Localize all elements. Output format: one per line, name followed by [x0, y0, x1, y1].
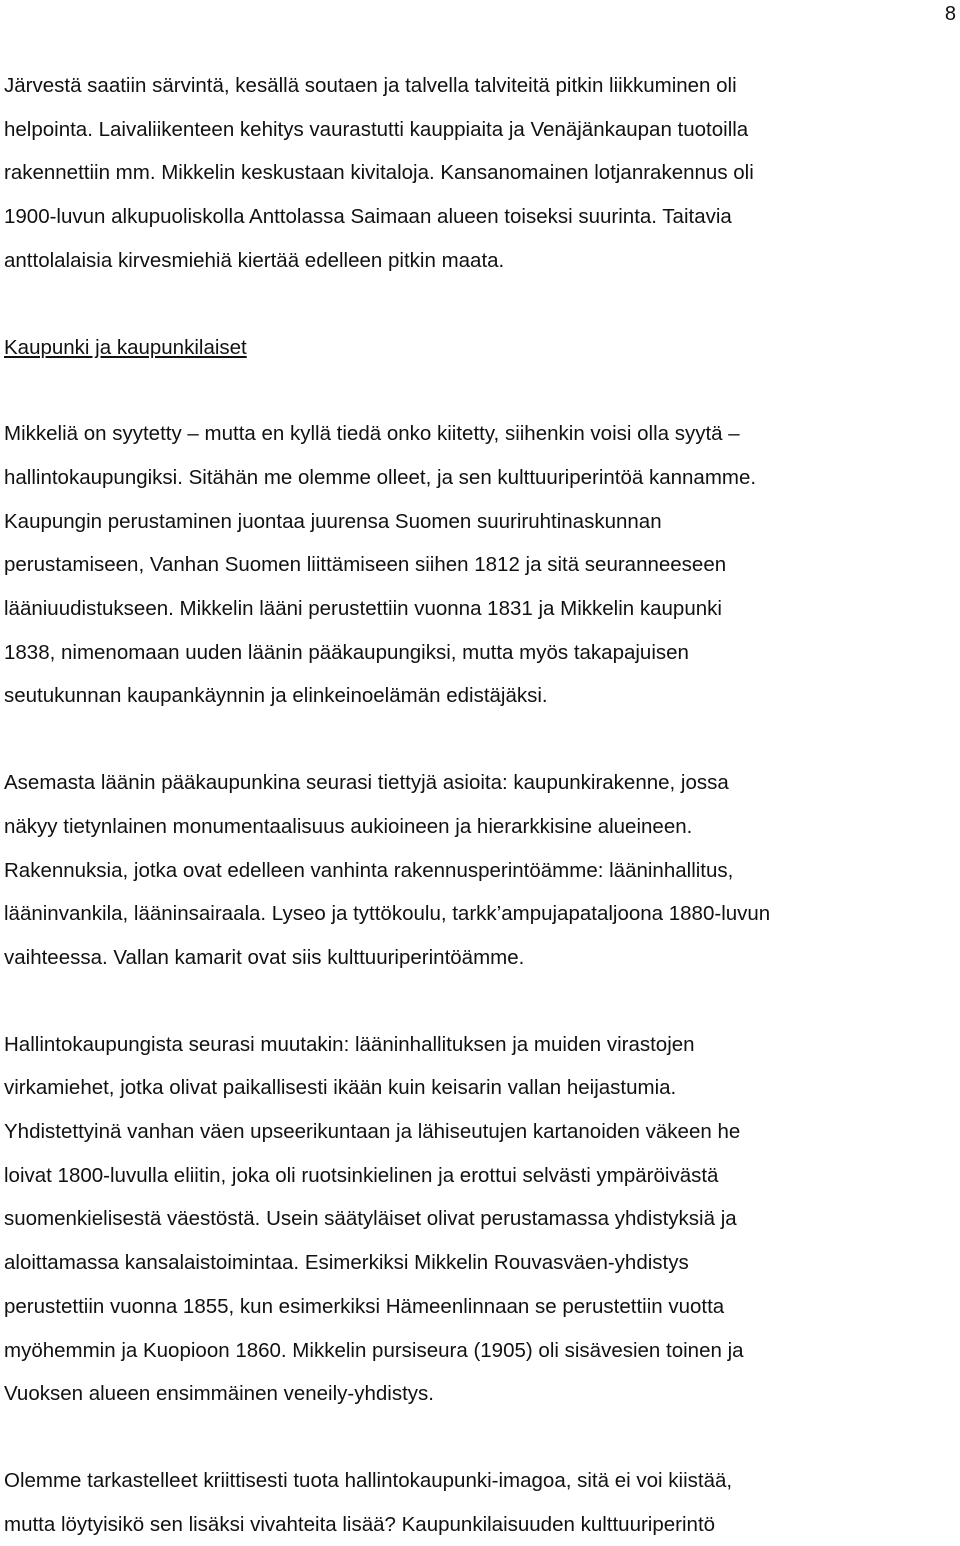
text-line: lääniuudistukseen. Mikkelin lääni perustettiin vuonna 1831 ja Mikkelin kaupunki: [4, 597, 722, 621]
page-number: 8: [944, 3, 956, 25]
text-line: Hallintokaupungista seurasi muutakin: lääninhallituksen ja muiden virastojen: [4, 1032, 695, 1056]
body-paragraph: [4, 1459, 954, 1546]
text-line: loivat 1800-luvulla eliitin, joka oli ruotsinkielinen ja erottui selvästi ympäröivästä: [4, 1163, 719, 1187]
text-line: Olemme tarkastelleet kriittisesti tuota hallintokaupunki-imagoa, sitä ei voi kiistää,: [4, 1468, 733, 1492]
intro-paragraph: [4, 64, 954, 283]
text-line: perustettiin vuonna 1855, kun esimerkiksi Hämeenlinnaan se perustettiin vuotta: [4, 1294, 725, 1318]
text-line: anttolalaisia kirvesmiehiä kiertää edelleen pitkin maata.: [4, 248, 505, 272]
body-paragraph: [4, 412, 954, 718]
text-line: myöhemmin ja Kuopioon 1860. Mikkelin pursiseura (1905) oli sisävesien toinen ja: [4, 1338, 744, 1362]
text-line: lääninvankila, lääninsairaala. Lyseo ja tyttökoulu, tarkk’ampujapataljoona 1880-luvun: [4, 902, 771, 926]
text-line: Yhdistettyinä vanhan väen upseerikuntaan ja lähiseutujen kartanoiden väkeen he: [4, 1120, 741, 1144]
text-line: virkamiehet, jotka olivat paikallisesti ikään kuin keisarin vallan heijastumia.: [4, 1076, 677, 1100]
text-line: 1838, nimenomaan uuden läänin pääkaupungiksi, mutta myös takapajuisen: [4, 640, 689, 664]
text-line: seutukunnan kaupankäynnin ja elinkeinoelämän edistäjäksi.: [4, 684, 548, 708]
text-line: Järvestä saatiin särvintä, kesällä soutaen ja talvella talviteitä pitkin liikkuminen oli: [4, 74, 737, 97]
document-body: [4, 64, 954, 1546]
text-line: aloittamassa kansalaistoimintaa. Esimerkiksi Mikkelin Rouvasväen-yhdistys: [4, 1251, 689, 1275]
text-line: perustamiseen, Vanhan Suomen liittämiseen siihen 1812 ja sitä seuranneeseen: [4, 553, 727, 577]
text-line: Mikkeliä on syytetty – mutta en kyllä tiedä onko kiitetty, siihenkin voisi olla syytä –: [4, 422, 740, 446]
text-line: 1900-luvun alkupuoliskolla Anttolassa Saimaan alueen toiseksi suurinta. Taitavia: [4, 205, 732, 229]
text-line: näkyy tietynlainen monumentaalisuus aukioineen ja hierarkkisine alueineen.: [4, 814, 693, 838]
text-line: Vuoksen alueen ensimmäinen veneily-yhdistys.: [4, 1382, 434, 1406]
section-heading: Kaupunki ja kaupunkilaiset: [4, 335, 247, 359]
text-line: rakennettiin mm. Mikkelin keskustaan kivitaloja. Kansanomainen lotjanrakennus oli: [4, 161, 754, 185]
text-line: vaihteessa. Vallan kamarit ovat siis kulttuuriperintöämme.: [4, 945, 525, 969]
body-paragraph: [4, 1023, 954, 1416]
body-paragraph: [4, 761, 954, 980]
text-line: suomenkielisestä väestöstä. Usein säätyläiset olivat perustamassa yhdistyksiä ja: [4, 1207, 737, 1231]
text-line: Kaupungin perustaminen juontaa juurensa Suomen suuriruhtinaskunnan: [4, 509, 662, 533]
text-line: hallintokaupungiksi. Sitähän me olemme olleet, ja sen kulttuuriperintöä kannamme.: [4, 465, 757, 489]
text-line: mutta löytyisikö sen lisäksi vivahteita lisää? Kaupunkilaisuuden kulttuuriperintö: [4, 1512, 716, 1536]
text-line: Rakennuksia, jotka ovat edelleen vanhinta rakennusperintöämme: lääninhallitus,: [4, 858, 734, 882]
text-line: helpointa. Laivaliikenteen kehitys vaurastutti kauppiaita ja Venäjänkaupan tuotoilla: [4, 117, 749, 141]
text-line: Asemasta läänin pääkaupunkina seurasi tiettyjä asioita: kaupunkirakenne, jossa: [4, 771, 729, 795]
